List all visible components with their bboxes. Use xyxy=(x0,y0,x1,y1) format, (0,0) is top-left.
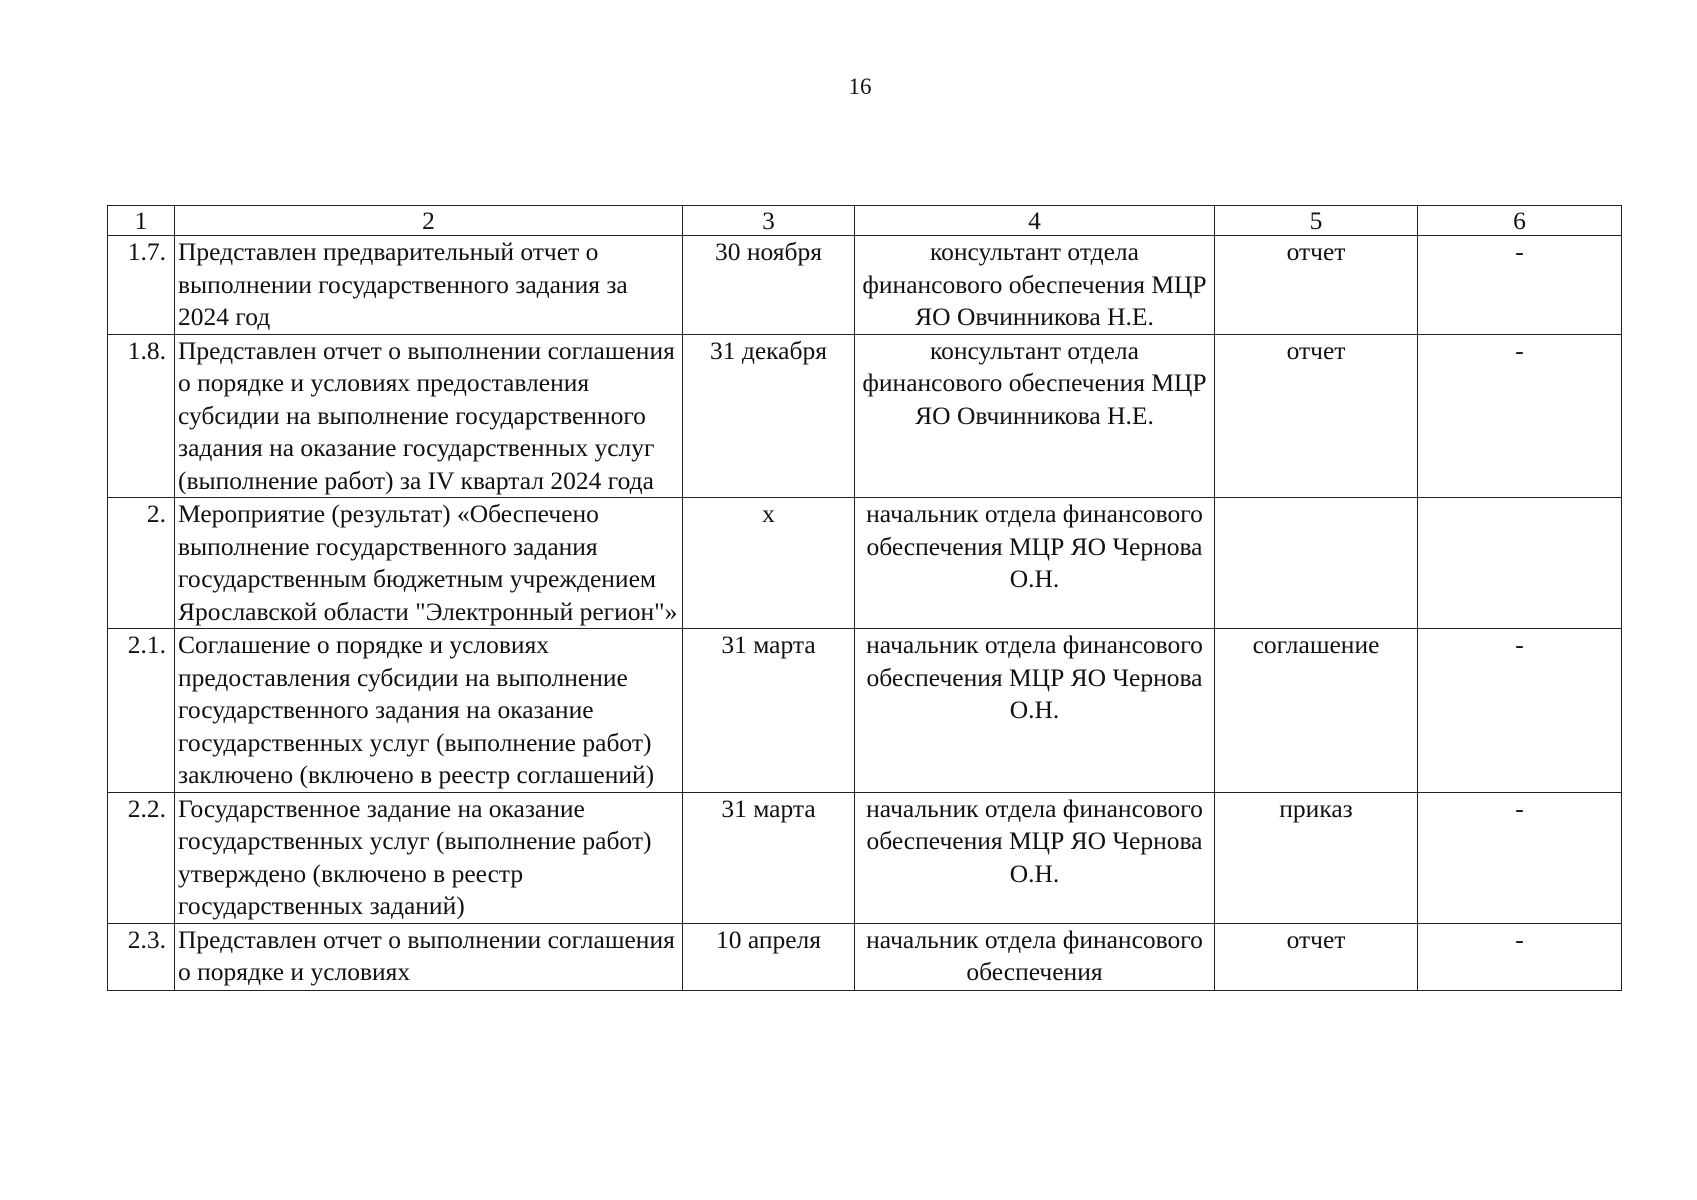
row-column-6: - xyxy=(1418,236,1622,335)
row-column-6: - xyxy=(1418,923,1622,990)
table-row xyxy=(108,334,1622,498)
row-deadline: 31 марта xyxy=(683,629,855,793)
row-result-document: отчет xyxy=(1215,334,1418,498)
row-deadline: x xyxy=(683,498,855,629)
row-result-document: приказ xyxy=(1215,792,1418,923)
row-responsible: начальник отдела финансового обеспечения МЦР ЯО Чернова О.Н. xyxy=(855,629,1215,793)
row-description: Представлен отчет о выполнении соглашения о порядке и условиях xyxy=(175,923,683,990)
row-number: 2. xyxy=(108,498,175,629)
row-description: Представлен отчет о выполнении соглашения о порядке и условиях предоставления субсидии на выполнение государственного задания на оказание государственных услуг (выполнение работ) за IV квартал 2024 года xyxy=(175,334,683,498)
table-row xyxy=(108,923,1622,990)
page-number: 16 xyxy=(848,74,872,99)
row-number: 1.7. xyxy=(108,236,175,335)
table-row xyxy=(108,792,1622,923)
column-header: 6 xyxy=(1418,206,1622,236)
row-result-document xyxy=(1215,498,1418,629)
row-result-document: отчет xyxy=(1215,236,1418,335)
activity-plan-table xyxy=(107,205,1622,991)
row-deadline: 31 декабря xyxy=(683,334,855,498)
row-number: 1.8. xyxy=(108,334,175,498)
row-result-document: отчет xyxy=(1215,923,1418,990)
row-deadline: 30 ноября xyxy=(683,236,855,335)
row-column-6: - xyxy=(1418,334,1622,498)
column-header: 5 xyxy=(1215,206,1418,236)
row-deadline: 10 апреля xyxy=(683,923,855,990)
column-header: 4 xyxy=(855,206,1215,236)
row-column-6: - xyxy=(1418,792,1622,923)
row-description: Представлен предварительный отчет о выполнении государственного задания за 2024 год xyxy=(175,236,683,335)
row-column-6 xyxy=(1418,498,1622,629)
row-description: Мероприятие (результат) «Обеспечено выполнение государственного задания государственным бюджетным учреждением Ярославской области "Электронный регион"» xyxy=(175,498,683,629)
column-header: 1 xyxy=(108,206,175,236)
row-responsible: начальник отдела финансового обеспечения МЦР ЯО Чернова О.Н. xyxy=(855,498,1215,629)
row-description: Соглашение о порядке и условиях предоставления субсидии на выполнение государственного задания на оказание государственных услуг (выполнение работ) заключено (включено в реестр соглашений) xyxy=(175,629,683,793)
row-responsible: начальник отдела финансового обеспечения xyxy=(855,923,1215,990)
row-deadline: 31 марта xyxy=(683,792,855,923)
table-row xyxy=(108,236,1622,335)
row-number: 2.1. xyxy=(108,629,175,793)
column-header: 3 xyxy=(683,206,855,236)
row-description: Государственное задание на оказание государственных услуг (выполнение работ) утверждено (включено в реестр государственных заданий) xyxy=(175,792,683,923)
row-result-document: соглашение xyxy=(1215,629,1418,793)
row-number: 2.2. xyxy=(108,792,175,923)
table-row xyxy=(108,498,1622,629)
row-responsible: консультант отдела финансового обеспечения МЦР ЯО Овчинникова Н.Е. xyxy=(855,236,1215,335)
row-responsible: консультант отдела финансового обеспечения МЦР ЯО Овчинникова Н.Е. xyxy=(855,334,1215,498)
column-header: 2 xyxy=(175,206,683,236)
row-responsible: начальник отдела финансового обеспечения МЦР ЯО Чернова О.Н. xyxy=(855,792,1215,923)
table-header-row xyxy=(108,206,1622,236)
table-row xyxy=(108,629,1622,793)
row-column-6: - xyxy=(1418,629,1622,793)
row-number: 2.3. xyxy=(108,923,175,990)
